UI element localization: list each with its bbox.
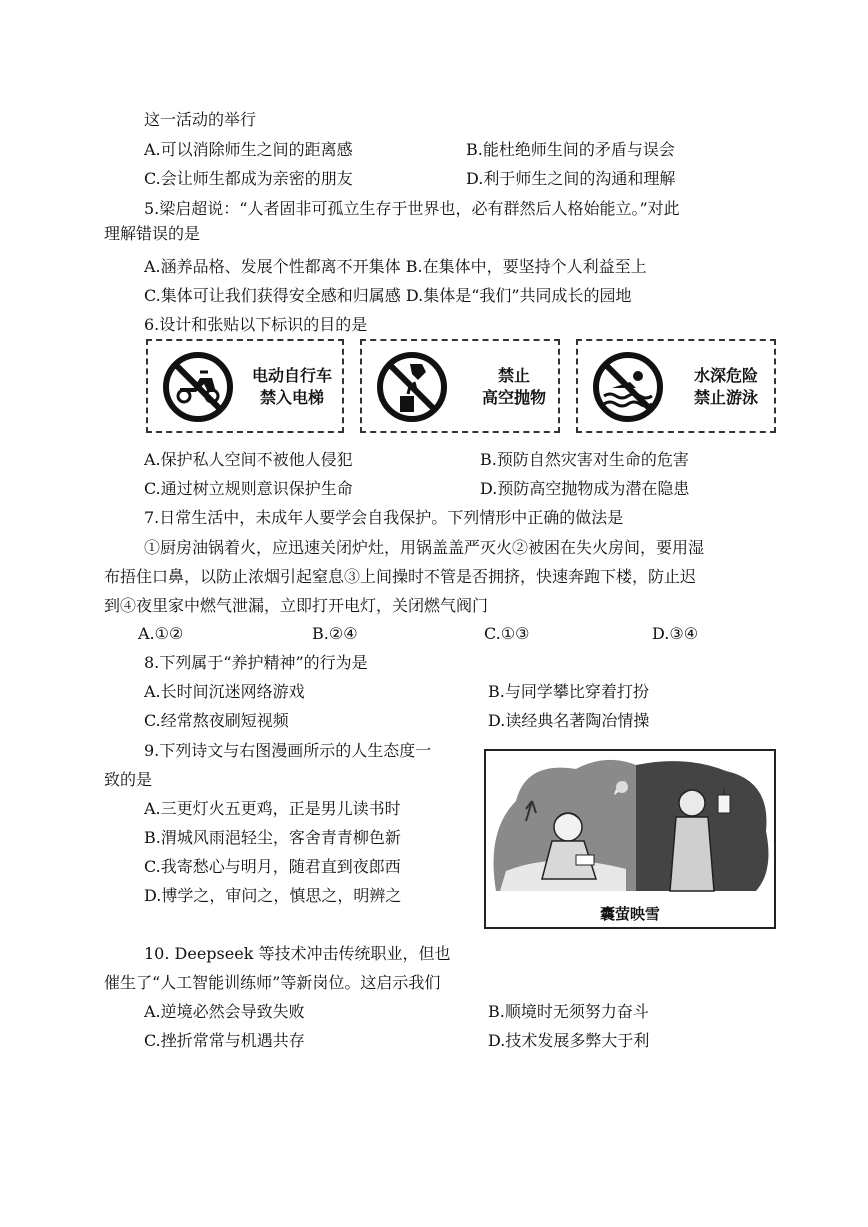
no-ebike-icon [160,352,236,422]
q7-option-d: D.③④ [652,624,699,643]
q8-option-c: C.经常熬夜刷短视频 [144,711,289,730]
sign-no-throwing [360,339,560,433]
q8-stem: 8.下列属于“养护精神”的行为是 [144,653,368,672]
q9-option-c: C.我寄愁心与明月，随君直到夜郎西 [144,857,401,876]
sign-no-ebike-line1: 电动自行车 [251,366,332,385]
q5-stem-line1: 5.梁启超说：“人者固非可孤立生存于世界也，必有群然后人格始能立。”对此 [144,199,680,218]
q8-option-b: B.与同学攀比穿着打扮 [488,682,649,701]
cartoon-caption: 囊萤映雪 [599,905,660,923]
q7-body-line3: 到④夜里家中燃气泄漏，立即打开电灯，关闭燃气阀门 [104,596,489,615]
q6-option-b: B.预防自然灾害对生命的危害 [480,450,689,469]
q10-option-b: B.顺境时无须努力奋斗 [488,1002,649,1021]
q6-stem: 6.设计和张贴以下标识的目的是 [144,315,368,334]
sign-no-swimming [576,339,776,433]
q9-stem-line1: 9.下列诗文与右图漫画所示的人生态度一 [144,741,432,760]
q9-option-d: D.博学之，审问之，慎思之，明辨之 [144,886,402,905]
sign-no-throwing-line1: 禁止 [497,366,530,385]
cartoon-illustration [486,751,774,901]
q10-option-d: D.技术发展多弊大于利 [488,1031,650,1050]
q6-option-d: D.预防高空抛物成为潜在隐患 [480,479,690,498]
q9-cartoon [484,749,776,929]
q6-option-a: A.保护私人空间不被他人侵犯 [144,450,353,469]
q7-body-line1: ①厨房油锅着火，应迅速关闭炉灶，用锅盖盖严灭火②被困在失火房间，要用湿 [144,538,705,557]
q8-option-a: A.长时间沉迷网络游戏 [144,682,305,701]
q4-stem-tail: 这一活动的举行 [144,110,257,129]
q4-option-b: B.能杜绝师生间的矛盾与误会 [466,140,675,159]
q7-body-line2: 布捂住口鼻，以防止浓烟引起窒息③上间操时不管是否拥挤，快速奔跑下楼，防止迟 [104,567,697,586]
sign-no-ebike-line2: 禁入电梯 [259,388,324,407]
sign-no-ebike [146,339,344,433]
q10-option-a: A.逆境必然会导致失败 [144,1002,305,1021]
q6-option-c: C.通过树立规则意识保护生命 [144,479,353,498]
no-swimming-icon [590,352,666,422]
q7-option-b: B.②④ [312,624,358,643]
q5-stem-line2: 理解错误的是 [104,224,201,243]
q8-option-d: D.读经典名著陶冶情操 [488,711,650,730]
q5-options-cd: C.集体可让我们获得安全感和归属感 D.集体是“我们”共同成长的园地 [144,286,632,305]
sign-no-swimming-line2: 禁止游泳 [693,388,758,407]
sign-no-throwing-line2: 高空抛物 [481,388,546,407]
no-throwing-icon [374,352,450,422]
q9-option-b: B.渭城风雨浥轻尘，客舍青青柳色新 [144,828,401,847]
q4-option-d: D.利于师生之间的沟通和理解 [466,169,676,188]
q5-options-ab: A.涵养品格、发展个性都离不开集体 B.在集体中，要坚持个人利益至上 [144,257,647,276]
q10-option-c: C.挫折常常与机遇共存 [144,1031,305,1050]
sign-no-swimming-line1: 水深危险 [693,366,758,385]
q10-stem-line2: 催生了“人工智能训练师”等新岗位。这启示我们 [104,973,441,992]
q9-option-a: A.三更灯火五更鸡，正是男儿读书时 [144,799,401,818]
q7-stem: 7.日常生活中，未成年人要学会自我保护。下列情形中正确的做法是 [144,508,624,527]
q9-stem-line2: 致的是 [104,770,153,789]
q7-option-c: C.①③ [484,624,530,643]
q7-option-a: A.①② [138,624,184,643]
q10-stem-line1: 10. Deepseek 等技术冲击传统职业，但也 [144,944,451,963]
q4-option-a: A.可以消除师生之间的距离感 [144,140,353,159]
q4-option-c: C.会让师生都成为亲密的朋友 [144,169,353,188]
